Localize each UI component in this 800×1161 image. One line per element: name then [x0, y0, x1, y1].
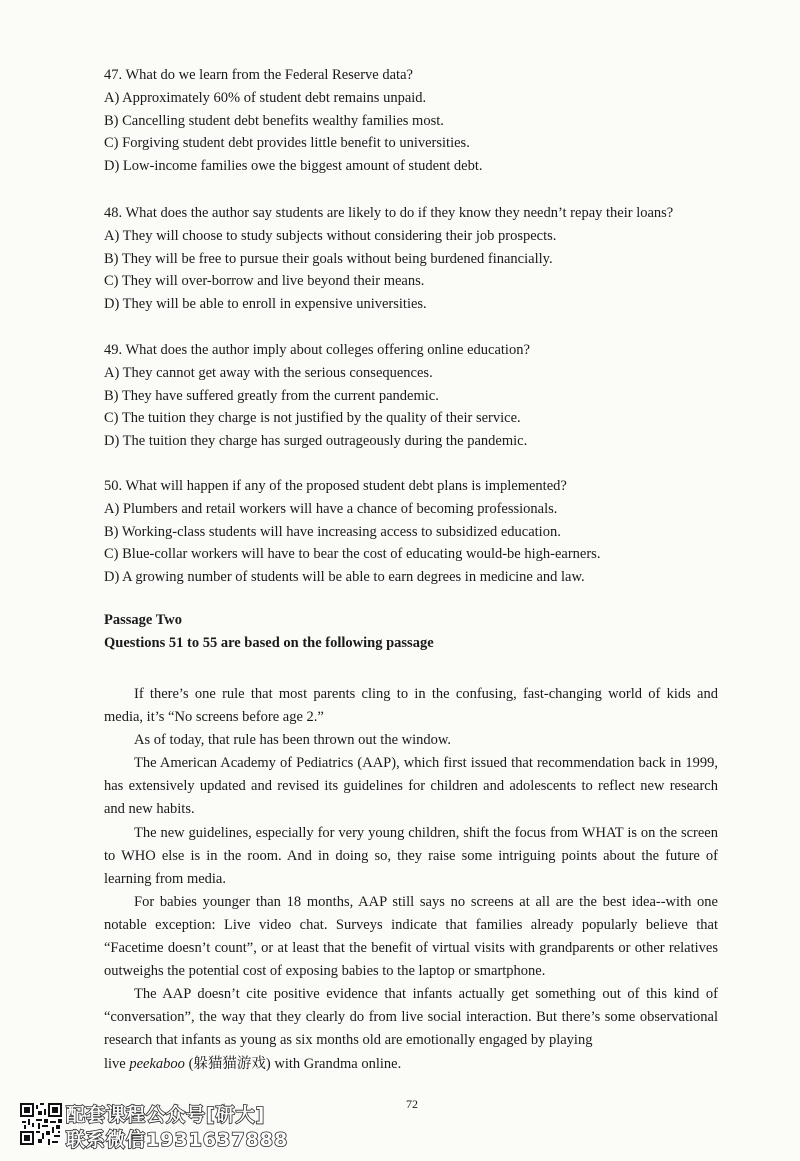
paragraph: The AAP doesn’t cite positive evidence that infants actually get something out of this kind of “conversation”, the way that they clearly do from live social interaction. But there’s some observational research that infants as young as six months old are emotionally engaged by playing [104, 986, 718, 1049]
last-line-prefix: live [104, 1055, 130, 1072]
paragraph: For babies younger than 18 months, AAP still says no screens at all are the best idea--with one notable exception: Live video chat. Surveys indicate that families already popularly believe that “Facetime doesn’t count”, or at least that the benefit of virtual visits with grandparents or other relatives outweighs the potential cost of exposing babies to the laptop or smartphone. [104, 893, 718, 980]
option-d: D) A growing number of students will be able to earn degrees in medicine and law. [104, 569, 585, 586]
option-b: B) They have suffered greatly from the current pandemic. [104, 387, 439, 404]
option-b: B) Working-class students will have increasing access to subsidized education. [104, 523, 561, 540]
paragraph: The American Academy of Pediatrics (AAP), which first issued that recommendation back in 1999, has extensively updated and revised its guidelines for children and adolescents to reflect new research and new habits. [104, 755, 718, 818]
option-b: B) They will be free to pursue their goals without being burdened financially. [104, 250, 553, 267]
question-stem: 48. What does the author say students are likely to do if they know they needn’t repay their loans? [104, 205, 674, 221]
paragraph: The new guidelines, especially for very young children, shift the focus from WHAT is on the screen to WHO else is in the room. And in doing so, they raise some intriguing points about the future of learning from media. [104, 824, 718, 887]
option-c: C) Blue-collar workers will have to bear the cost of educating would-be high-earners. [104, 546, 601, 563]
paragraph-last-line [104, 1053, 718, 1076]
option-d: D) They will be able to enroll in expensive universities. [104, 296, 427, 313]
last-line-suffix: (躲猫猫游戏) with Grandma online. [184, 1055, 402, 1072]
passage-subtitle: Questions 51 to 55 are based on the following passage [104, 635, 434, 651]
option-b: B) Cancelling student debt benefits wealthy families most. [104, 112, 444, 129]
option-a: A) Plumbers and retail workers will have a chance of becoming professionals. [104, 500, 558, 517]
watermark-line-2: 联系微信1931637888 [66, 1129, 289, 1151]
question-stem: 49. What does the author imply about colleges offering online education? [104, 342, 530, 358]
option-d: D) Low-income families owe the biggest amount of student debt. [104, 158, 483, 175]
option-a: A) They will choose to study subjects without considering their job prospects. [104, 227, 557, 244]
page-number: 72 [406, 1097, 418, 1111]
question-stem: 50. What will happen if any of the proposed student debt plans is implemented? [104, 478, 567, 494]
passage-title: Passage Two [104, 612, 183, 628]
option-c: C) They will over-borrow and live beyond their means. [104, 273, 425, 290]
passage-body [104, 683, 718, 1076]
option-c: C) The tuition they charge is not justified by the quality of their service. [104, 410, 521, 427]
qr-code-icon [20, 1103, 62, 1145]
question-49 [104, 339, 744, 453]
question-47 [104, 64, 744, 178]
paragraph: As of today, that rule has been thrown out the window. [134, 732, 452, 749]
italic-term: peekaboo [129, 1055, 185, 1072]
paragraph: If there’s one rule that most parents cling to in the confusing, fast-changing world of kids and media, it’s “No screens before age 2.” [104, 686, 718, 726]
question-48 [104, 202, 744, 316]
option-c: C) Forgiving student debt provides little benefit to universities. [104, 135, 470, 152]
option-d: D) The tuition they charge has surged outrageously during the pandemic. [104, 433, 528, 450]
watermark-line-1: 配套课程公众号[研大] [66, 1104, 266, 1126]
question-50 [104, 475, 744, 589]
option-a: A) Approximately 60% of student debt remains unpaid. [104, 89, 427, 106]
question-stem: 47. What do we learn from the Federal Reserve data? [104, 67, 413, 83]
option-a: A) They cannot get away with the serious consequences. [104, 364, 433, 381]
